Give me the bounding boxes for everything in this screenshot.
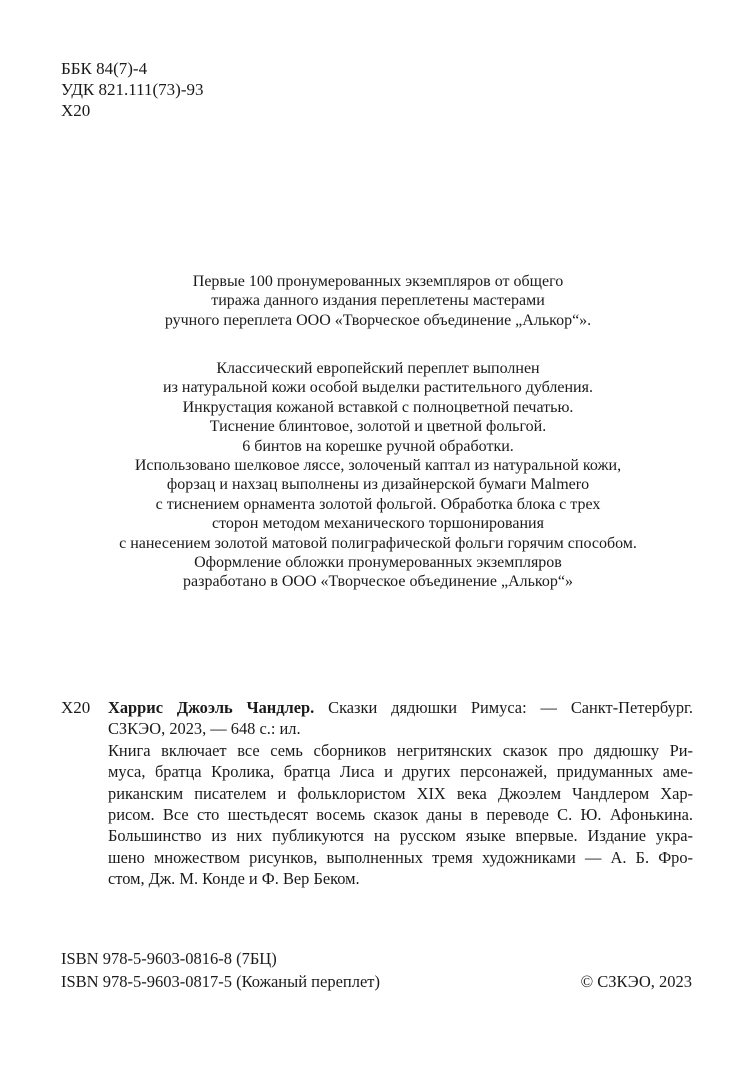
binding-line: с нанесением золотой матовой полиграфической фольги горячим способом. — [119, 534, 637, 552]
record-imprint: СЗКЭО, 2023, — 648 с.: ил. — [108, 719, 301, 739]
edition-note-line: тиража данного издания переплетены мастерами — [211, 292, 545, 310]
edition-note-line: ручного переплета ООО «Творческое объединение „Алькор“». — [164, 311, 592, 329]
annotation-line: стом, Дж. М. Конде и Ф. Вер Беком. — [108, 869, 360, 889]
binding-line: 6 бинтов на корешке ручной обработки. — [242, 437, 514, 455]
annotation-line: Большинство из них публикуются на русском языке впервые. Издание укра- — [108, 826, 693, 846]
binding-line: форзац и нахзац выполнены из дизайнерской бумаги Malmero — [166, 476, 590, 494]
annotation-line: шено множеством рисунков, выполненных тремя художниками — А. Б. Фро- — [108, 847, 693, 867]
annotation-line: Книга включает все семь сборников негритянских сказок про дядюшку Ри- — [108, 740, 693, 760]
binding-line: с тиснением орнамента золотой фольгой. Обработка блока с трех — [155, 495, 601, 513]
record-title: Сказки дядюшки Римуса: — Санкт-Петербург. — [314, 698, 693, 717]
binding-line: Использовано шелковое ляссе, золоченый каптал из натуральной кожи, — [134, 457, 622, 475]
record-author: Харрис Джоэль Чандлер. — [108, 698, 315, 717]
annotation-line: риканским писателем и фольклористом XIX века Джоэлем Чандлером Хар- — [108, 783, 693, 803]
isbn-line: ISBN 978-5-9603-0816-8 (7БЦ) — [61, 949, 277, 968]
annotation-line: рисом. Все сто шестьдесят восемь сказок даны в переводе С. Ю. Афонькина. — [108, 805, 693, 825]
binding-line: Тиснение блинтовое, золотой и цветной фольгой. — [209, 418, 547, 436]
bbk-code: ББК 84(7)-4 — [61, 59, 148, 78]
record-body — [108, 697, 693, 890]
edition-note — [60, 272, 696, 330]
bibliographic-record — [61, 697, 693, 890]
udk-code: УДК 821.111(73)-93 — [61, 80, 204, 99]
binding-description — [60, 359, 696, 592]
record-title-line — [108, 697, 693, 718]
author-code: Х20 — [61, 101, 91, 120]
isbn-list — [61, 947, 380, 993]
binding-line: Классический европейский переплет выполнен — [216, 360, 540, 377]
binding-line: из натуральной кожи особой выделки растительного дубления. — [163, 379, 593, 397]
binding-line: разработано в ООО «Творческое объединение „Алькор“» — [183, 573, 573, 591]
binding-line: сторон методом механического торшонирования — [212, 515, 544, 533]
binding-line: Оформление обложки пронумерованных экземпляров — [194, 554, 562, 572]
copyright-notice: © СЗКЭО, 2023 — [580, 972, 692, 991]
edition-note-line: Первые 100 пронумерованных экземпляров от общего — [192, 273, 564, 290]
annotation-line: муса, братца Кролика, братца Лиса и других персонажей, придуманных аме- — [108, 762, 693, 782]
record-code: Х20 — [61, 698, 91, 717]
isbn-line: ISBN 978-5-9603-0817-5 (Кожаный переплет) — [61, 972, 381, 991]
classification-codes — [61, 58, 203, 121]
binding-line: Инкрустация кожаной вставкой с полноцветной печатью. — [182, 398, 574, 416]
